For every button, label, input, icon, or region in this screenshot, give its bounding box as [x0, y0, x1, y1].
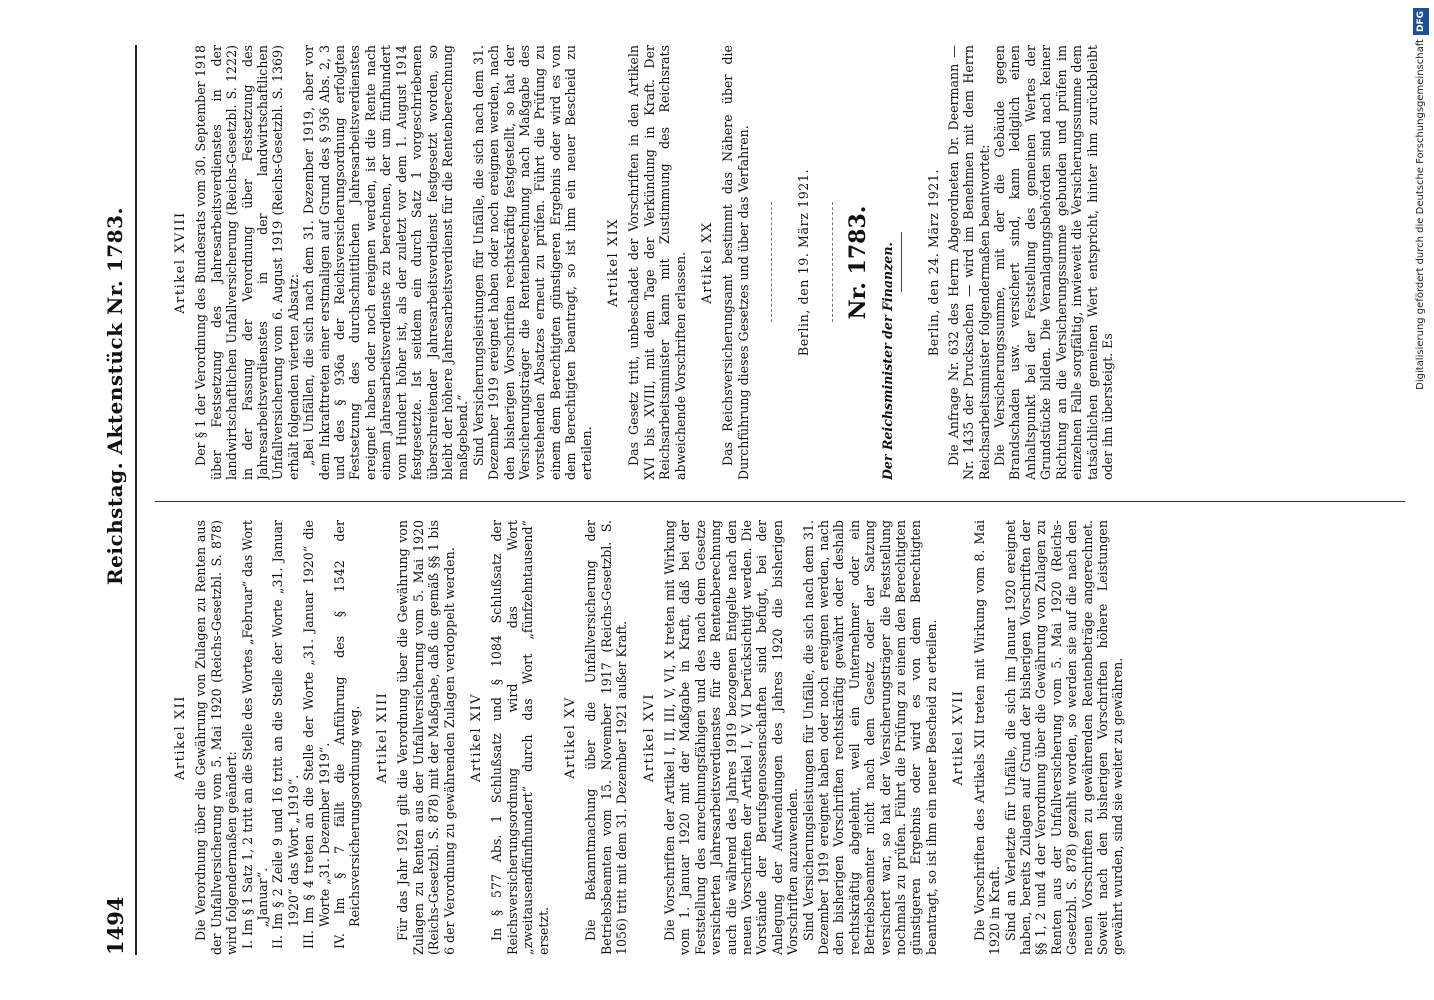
digitization-credit-text: Digitalisierung gefördert durch die Deutsche Forschungsgemeinschaft: [1415, 39, 1426, 390]
separator: [771, 203, 772, 323]
page-number: 1494: [103, 896, 128, 955]
article-12-item: II. Im § 2 Zeile 9 und 16 tritt an die Stelle der Worte „31. Januar 1920“ das Wort „1919“.: [270, 520, 301, 949]
article-19-text: Das Gesetz tritt, unbeschadet der Vorschriften in den Artikeln XVI bis XVIII, mit dem Tage der Verkündung in Kraft. Der Reichsarbeitsminister kann mit Zustimmung des Reichsrats abweichende Vorschriften erlassen.: [626, 45, 688, 480]
article-16-heading: Artikel XVI: [641, 692, 657, 783]
article-13-text: Für das Jahr 1921 gilt die Verordnung über die Gewährung von Zulagen zu Renten aus der Unfallversicherung vom 5. Mai 1920 (Reichs-Gesetzbl. S. 878) mit der Maßgabe, daß die gemäß §§ 1 bis 6 der Verordnung zu gewährenden Zulagen verdoppelt werden.: [395, 520, 457, 955]
signature-line: Der Reichsminister der Finanzen.: [880, 242, 896, 480]
article-18-paragraph-3: Sind Versicherungsleistungen für Unfälle, die sich nach dem 31. Dezember 1919 ereignet haben oder noch ereignen werden, nach den bisherigen Vorschriften rechtskräftig festgestellt, so hat der Versicherungsträger die Rentenberechnung nach Maßgabe des vorstehenden Absatzes erneut zu prüfen. Führt die Prüfung zu einem dem Berechtigten günstigeren Ergebnis oder wird es von dem Berechtigten beantragt, so ist ihm ein neuer Bescheid zu erteilen.: [470, 45, 594, 480]
article-12-item: III. Im § 4 treten an die Stelle der Worte „31. Januar 1920“ die Worte „31. Dezember 1919“.: [301, 520, 332, 949]
header-rule: [135, 45, 137, 955]
article-15-heading: Artikel XV: [562, 696, 578, 779]
article-20-heading: Artikel XX: [700, 221, 715, 304]
short-rule: [901, 233, 902, 293]
dfg-logo: DFG: [1413, 8, 1429, 35]
article-18-paragraph-2: „Bei Unfällen, die sich nach dem 31. Dezember 1919, aber vor dem Inkrafttreten einer erstmaligen auf Grund des § 936 Abs. 2, 3 und des § 936a der Reichsversicherungsordnung erfolgten Festsetzung des durchschnittlichen Jahresarbeitsverdienstes ereignet haben oder noch ereignen werden, ist die Rente nach einem Jahresarbeitsverdienste zu berechnen, der um fünfhundert vom Hundert höher ist, als der zuletzt vor dem 1. August 1914 festgesetzte. Ist seitdem ein durch Satz 1 vorgeschriebenen überschreitender Jahresarbeitsverdienst festgesetzt worden, so bleibt der höhere Jahresarbeitsverdienst für die Rentenberechnung maßgebend.“: [301, 45, 471, 480]
page-header: [103, 45, 133, 955]
article-18-paragraph-1: Der § 1 der Verordnung des Bundesrats vom 30. September 1918 über Festsetzung des Jahresarbeitsverdienstes in der landwirtschaftlichen Unfallversicherung (Reichs-Gesetzbl. S. 1222) in der Fassung der Verordnung über Festsetzung des Jahresarbeitsverdienstes in der landwirtschaftlichen Unfallversicherung vom 6. August 1919 (Reichs-Gesetzbl. S. 1369) erhält folgenden vierten Absatz:: [193, 45, 301, 480]
article-14-text: In § 577 Abs. 1 Schlußsatz und § 1084 Schlußsatz der Reichsversicherungsordnung wird das Wort „zweitausendfünfhundert“ durch das Wort „fünfzehntausend“ ersetzt.: [489, 520, 551, 955]
column-divider: [155, 501, 1405, 502]
digitization-credit: [1413, 8, 1429, 992]
right-column: [161, 45, 1411, 480]
article-20-text: Das Reichsversicherungsamt bestimmt das Nähere über die Durchführung dieses Gesetzes und über das Verfahren.: [720, 45, 751, 480]
article-17-paragraph-1: Die Vorschriften des Artikels XII treten mit Wirkung vom 8. Mai 1920 in Kraft.: [971, 520, 1003, 955]
article-16-paragraph-2: Sind Versicherungsleistungen für Unfälle, die sich nach dem 31. Dezember 1919 ereignet haben oder noch ereignen werden, nach den bisherigen Vorschriften rechtskräftig gewährt oder deshalb rechtskräftig abgelehnt, weil ein Unternehmer oder ein Betriebsbeamter nicht nach dem Gesetz oder der Satzung versichert war, so hat der Versicherungsträger die Feststellung nochmals zu prüfen. Führt die Prüfung zu einem den Berechtigten günstigeren Ergebnis oder wird es von dem Berechtigten beantragt, so ist ihm ein neuer Bescheid zu erteilen.: [800, 520, 939, 955]
article-18-heading: Artikel XVIII: [173, 211, 188, 314]
article-16-paragraph-1: Die Vorschriften der Artikel I, II, III, V, VI, X treten mit Wirkung vom 1. Januar 1920 mit der Maßgabe in Kraft, daß bei der Feststellung des anrechnungsfähigen und des nach dem Gesetze versicherten Jahresarbeitsverdienstes für die Rentenberechnung auch die während des Jahres 1919 bezogenen Entgelte nach den neuen Vorschriften der Artikel I, V, VI berücksichtigt werden. Die Vorstände der Berufsgenossenschaften sind befugt, bei der Anlegung der Aufwendungen des Jahres 1920 die bisherigen Vorschriften anzuwenden.: [661, 520, 801, 955]
article-14-heading: Artikel XIV: [468, 692, 484, 783]
anfrage-intro: Die Anfrage Nr. 632 des Herrn Abgeordneten Dr. Deermann — Nr. 1435 der Drucksachen — wird im Benehmen mit dem Herrn Reichsarbeitsminister folgendermaßen beantwortet:: [945, 45, 992, 480]
header-title: Reichstag. Aktenstück Nr. 1783.: [103, 207, 127, 585]
document-page: [75, 0, 1434, 1000]
left-column: [161, 520, 1411, 955]
article-12-heading: Artikel XII: [173, 695, 188, 780]
article-17-paragraph-2: Sind an Verletzte für Unfälle, die sich im Januar 1920 ereignet haben, bereits Zulagen auf Grund der bisherigen Vorschriften der §§ 1, 2 und 4 der Verordnung über die Gewährung von Zulagen zu Renten aus der Unfallversicherung vom 5. Mai 1920 (Reichs-Gesetzbl. S. 878) gezahlt worden, so werden sie auf die nach den neuen Vorschriften zu gewährenden Rentenbeträge angerechnet. Soweit nach den bisherigen Vorschriften höhere Leistungen gewährt wurden, sind sie weiter zu gewähren.: [1002, 520, 1126, 955]
date-line-2: Berlin, den 24. März 1921.: [926, 168, 942, 357]
separator: [832, 203, 833, 323]
article-13-heading: Artikel XIII: [374, 691, 390, 784]
article-12-item: I. Im § 1 Satz 1, 2 tritt an die Stelle des Wortes „Februar“ das Wort „Januar“.: [239, 520, 271, 949]
article-12-items: [239, 520, 363, 949]
article-12-item: IV. Im § 7 fällt die Anführung des § 1542 der Reichsversicherungsordnung weg.: [332, 520, 363, 949]
article-17-heading: Artikel XVII: [951, 689, 967, 786]
article-19-heading: Artikel XIX: [605, 218, 621, 307]
article-15-text: Die Bekanntmachung über die Unfallversicherung der Betriebsbeamten vom 15. November 1917 (Reichs-Gesetzbl. S. 1056) tritt mit dem 31. Dezember 1921 außer Kraft.: [583, 520, 630, 955]
article-12-intro: Die Verordnung über die Gewährung von Zulagen zu Renten aus der Unfallversicherung vom 5. Mai 1920 (Reichs-Gesetzbl. S. 878) wird folgendermaßen geändert:: [193, 520, 240, 955]
date-line-1: Berlin, den 19. März 1921.: [796, 168, 812, 357]
anfrage-answer: Die Versicherungssumme, mit der die Gebäude gegen Brandschaden usw. versichert sind, kann lediglich einen Anhaltspunkt bei der Feststellung des gemeinen Wertes der Grundstücke bilden. Die Veranlagungsbehörden sind nach keiner Richtung an die Versicherungssumme gebunden und prüfen im einzelnen Falle sorgfältig, inwieweit die Versicherungssumme dem tatsächlichen gemeinen Wert entspricht, hinter ihm zurückbleibt oder ihn übersteigt. Es: [992, 45, 1115, 480]
document-number-heading: Nr. 1783.: [844, 205, 871, 320]
